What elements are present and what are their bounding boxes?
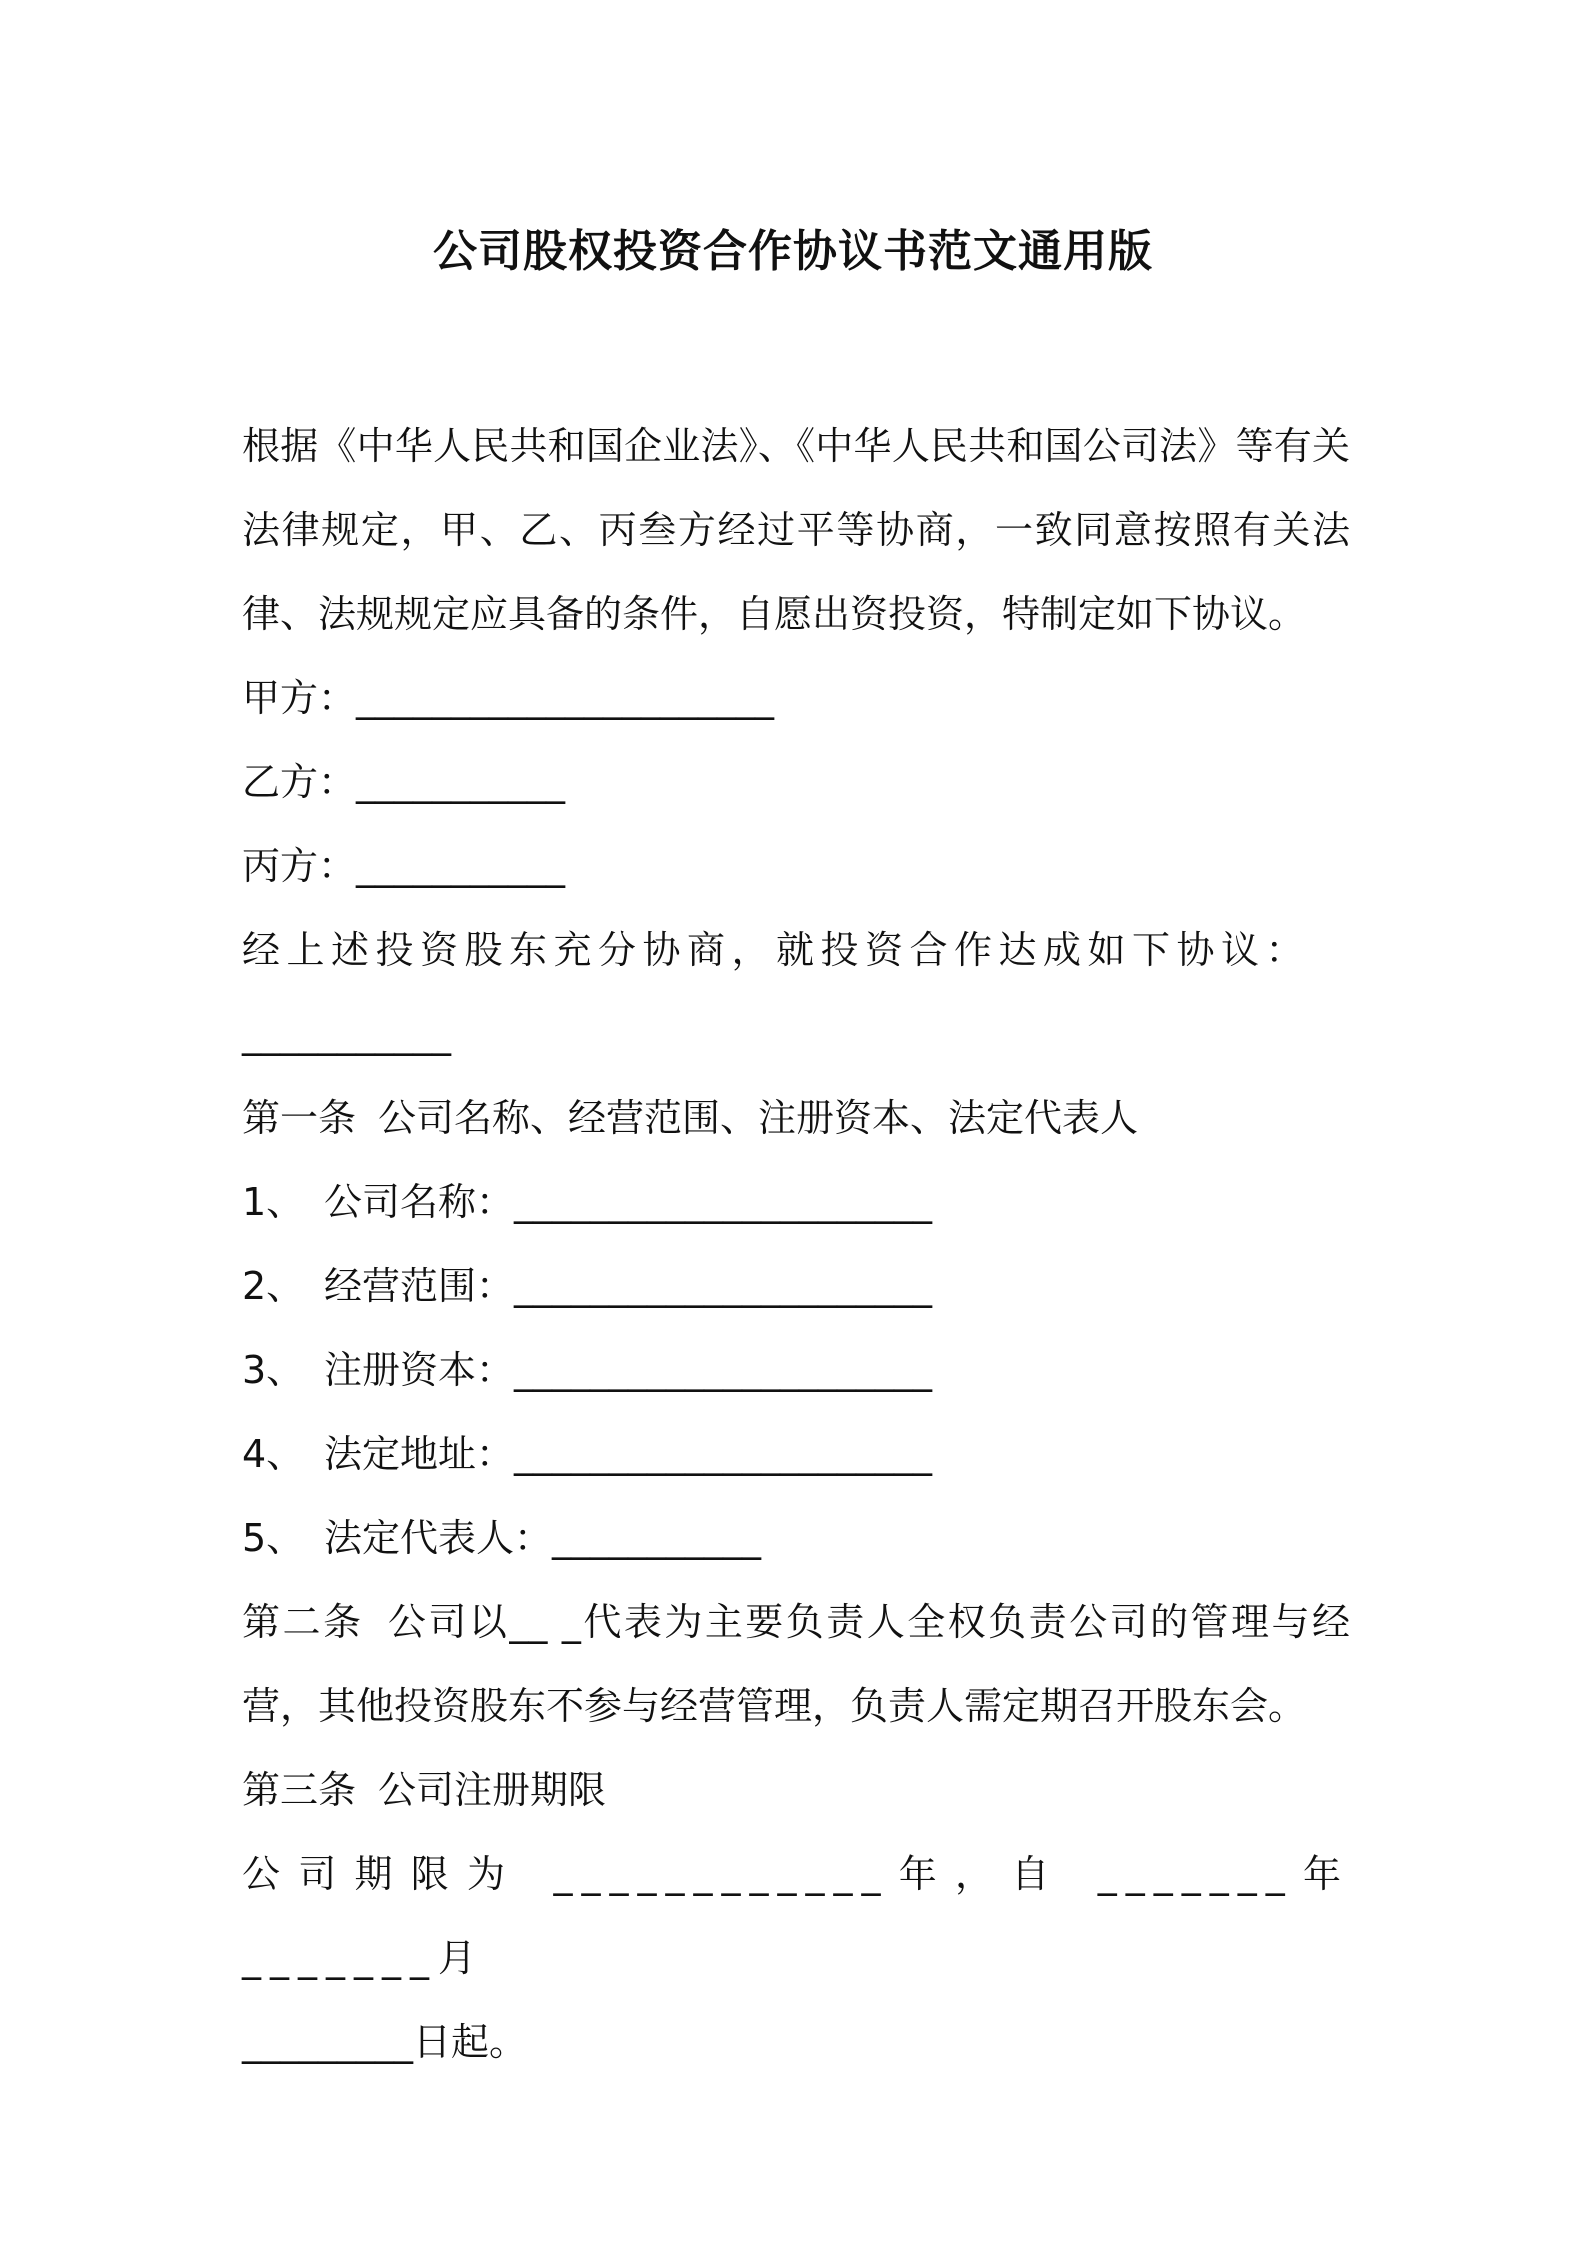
- party-b-line: [242, 740, 1350, 824]
- agreement-paragraph: [242, 908, 1350, 1076]
- article1-item: [242, 1160, 1350, 1244]
- item-label: 经营范围：: [324, 1264, 515, 1308]
- agreement-line: 经上述投资股东充分协商，就投资合作达成如下协议：: [242, 928, 1311, 972]
- item-number: 1、: [242, 1180, 305, 1224]
- item-blank: ______________________: [514, 1180, 933, 1224]
- article1-title: 公司名称、经营范围、注册资本、法定代表人: [378, 1096, 1139, 1140]
- item-blank: ___________: [552, 1516, 762, 1560]
- agreement-blank: ___________: [242, 1012, 451, 1056]
- party-a-line: [242, 656, 1350, 740]
- item-number: 3、: [242, 1348, 305, 1392]
- item-label: 公司名称：: [324, 1180, 515, 1224]
- article1-heading-line: [242, 1076, 1350, 1160]
- party-a-blank: ______________________: [356, 676, 775, 720]
- party-a-label: 甲方：: [242, 676, 357, 720]
- party-c-line: [242, 824, 1350, 908]
- item-blank: ______________________: [514, 1264, 933, 1308]
- item-blank: ______________________: [514, 1432, 933, 1476]
- party-b-label: 乙方：: [242, 760, 357, 804]
- item-number: 5、: [242, 1516, 305, 1560]
- document-title: 公司股权投资合作协议书范文通用版: [433, 226, 1153, 277]
- term-line: 公司期限为 ____________年，自 _______年 _______月: [242, 1852, 1350, 1980]
- article1-item: [242, 1496, 1350, 1580]
- article2-paragraph: [242, 1580, 1350, 1748]
- article3-term-paragraph: [242, 1832, 1350, 2084]
- item-label: 法定代表人：: [324, 1516, 553, 1560]
- article3-title: 公司注册期限: [378, 1768, 607, 1812]
- article1-heading: 第一条: [242, 1096, 357, 1140]
- article1-item: [242, 1328, 1350, 1412]
- article2-heading: 第二条: [242, 1600, 364, 1644]
- article3-heading: 第三条: [242, 1768, 357, 1812]
- article1-item: [242, 1244, 1350, 1328]
- article3-heading-line: [242, 1748, 1350, 1832]
- document-body: [242, 404, 1350, 2084]
- item-label: 注册资本：: [324, 1348, 515, 1392]
- article2-text: 公司以__ _代表为主要负责人全权负责公司的管理与经营，其他投资股东不参与经营管理，负责人需定期召开股东会。: [242, 1600, 1350, 1728]
- party-c-label: 丙方：: [242, 844, 357, 888]
- item-blank: ______________________: [514, 1348, 933, 1392]
- party-c-blank: ___________: [356, 844, 566, 888]
- item-label: 法定地址：: [324, 1432, 515, 1476]
- item-number: 2、: [242, 1264, 305, 1308]
- term-end: _________日起。: [242, 2020, 528, 2064]
- item-number: 4、: [242, 1432, 305, 1476]
- article1-item: [242, 1412, 1350, 1496]
- party-b-blank: ___________: [356, 760, 566, 804]
- intro-paragraph: 根据《中华人民共和国企业法》、《中华人民共和国公司法》等有关法律规定，甲、乙、丙叁方经过平等协商，一致同意按照有关法律、法规规定应具备的条件，自愿出资投资，特制定如下协议。: [242, 424, 1350, 636]
